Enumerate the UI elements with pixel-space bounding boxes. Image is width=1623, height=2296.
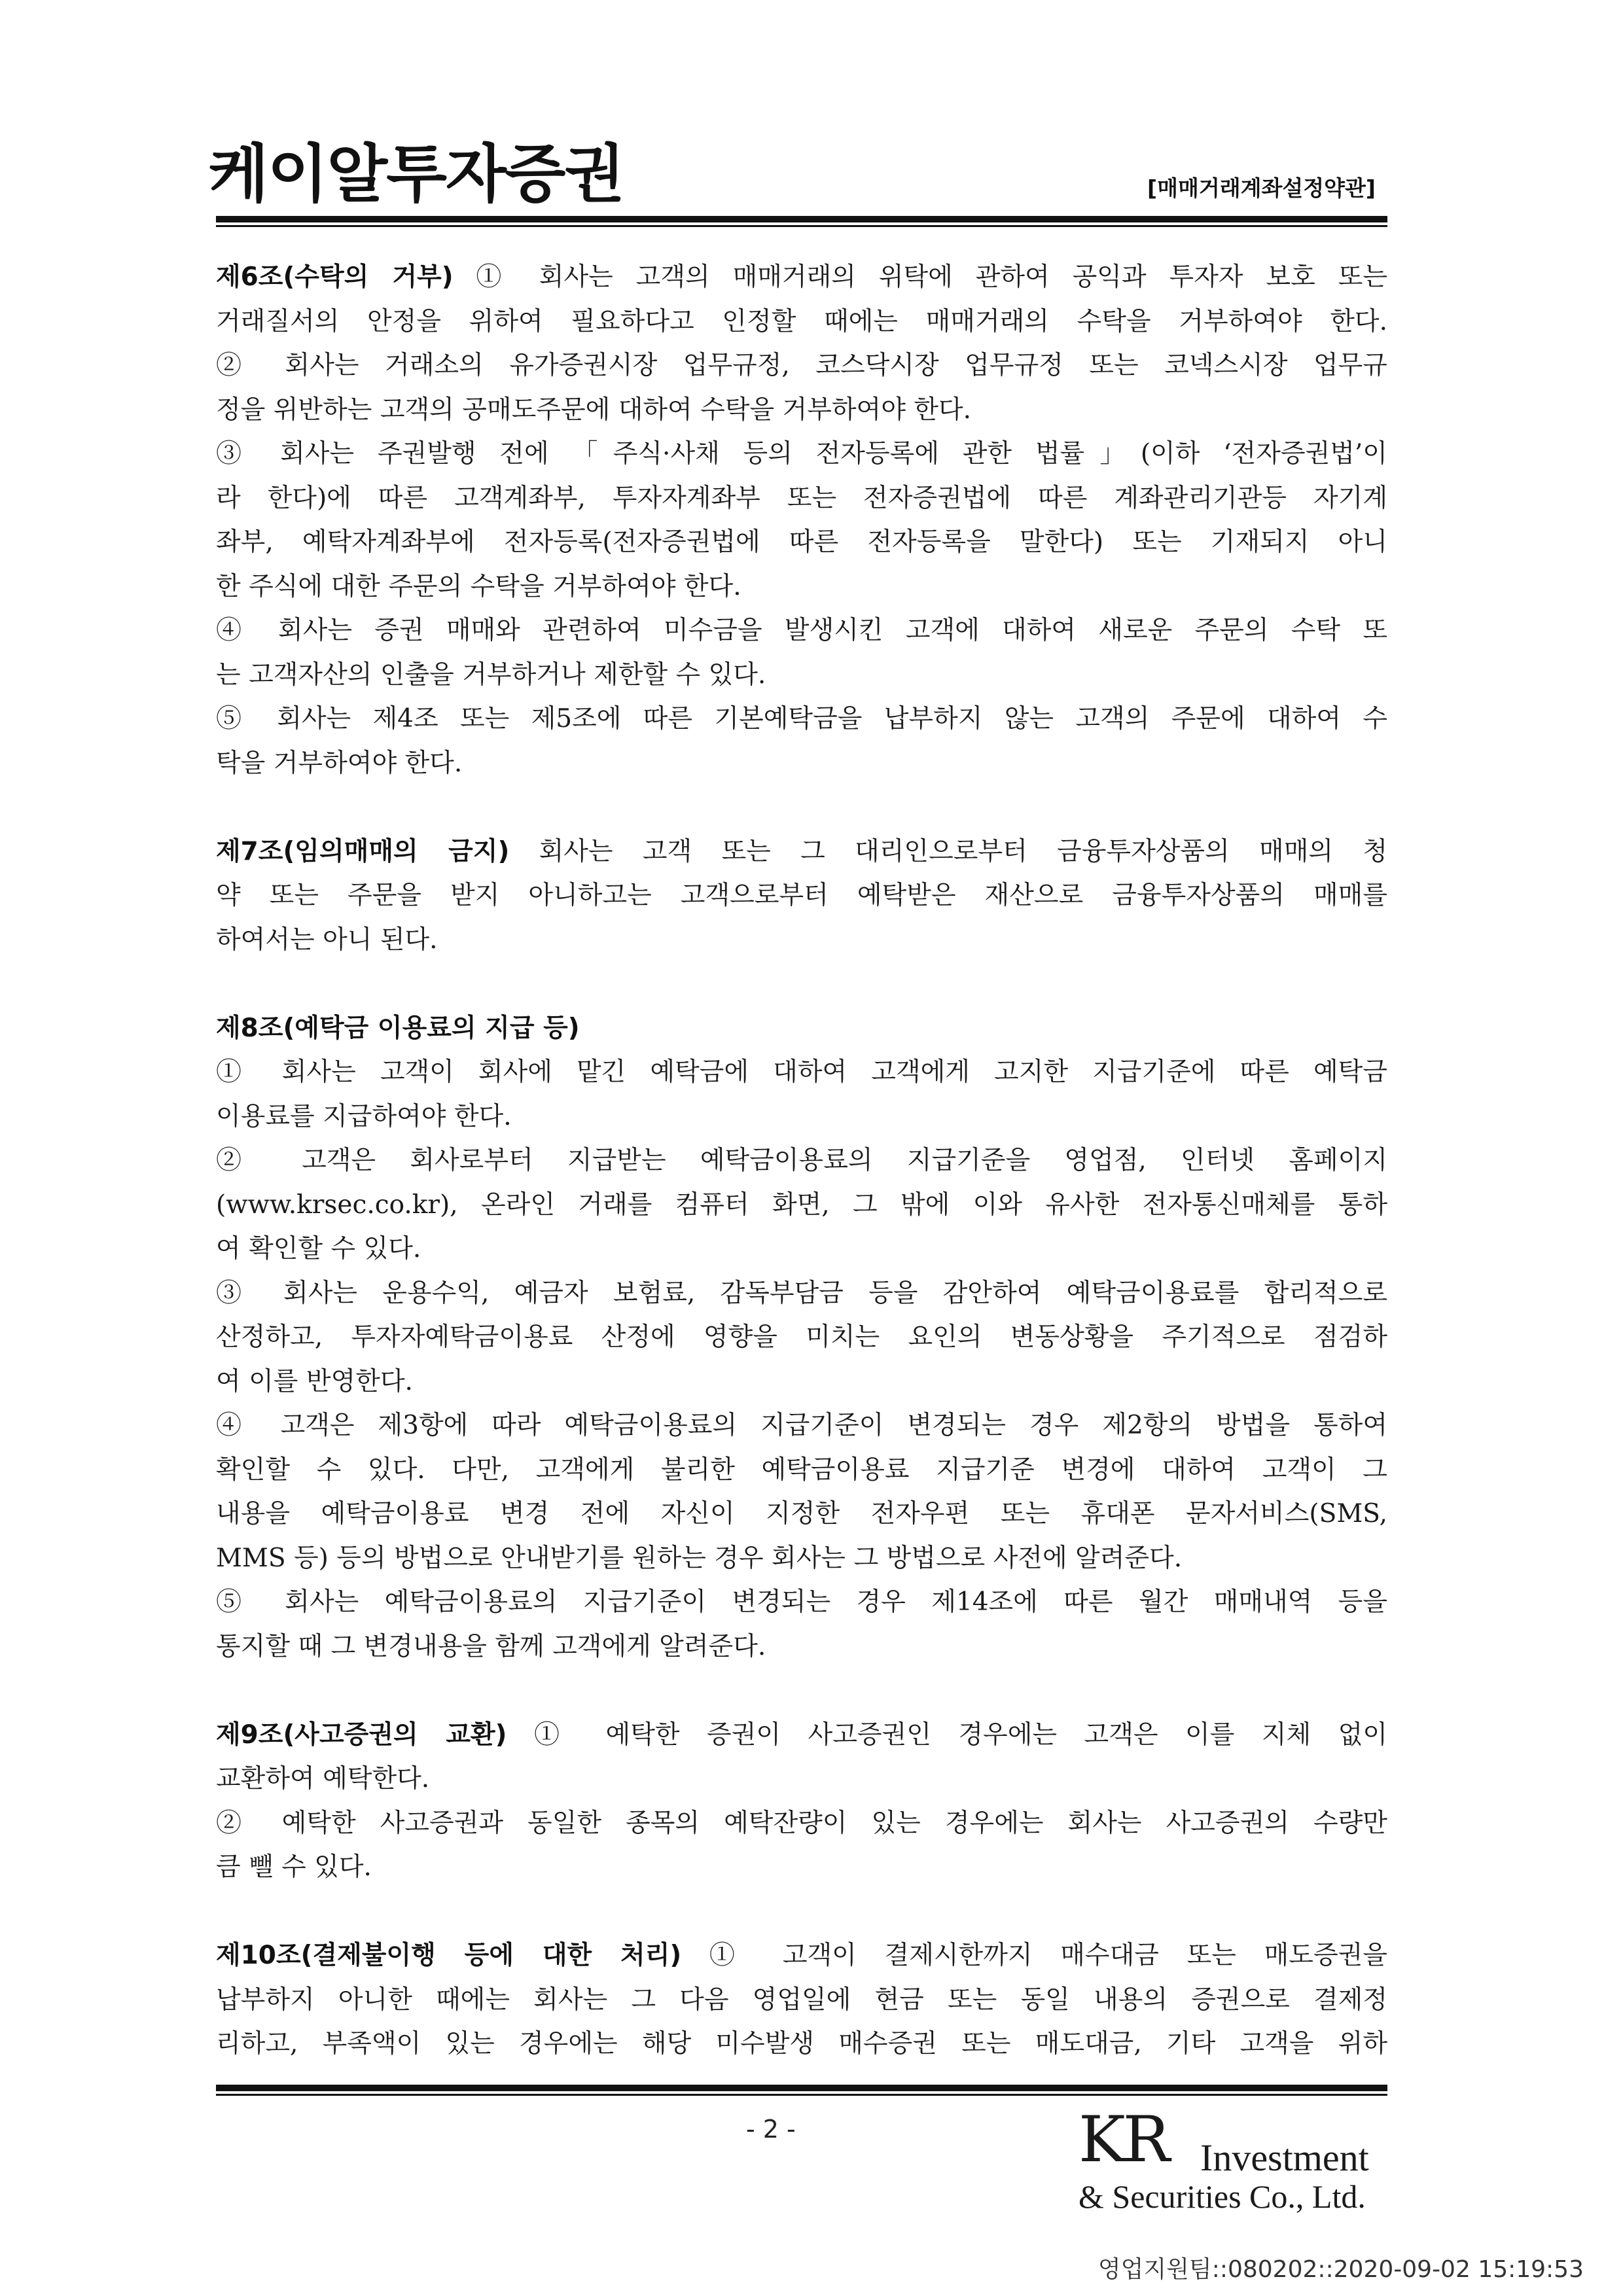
logo-securities: & Securities Co., Ltd. [1079, 2178, 1366, 2215]
document-title: [매매거래계좌설정약관] [1147, 175, 1376, 201]
text-line: 여 확인할 수 있다. [216, 1234, 421, 1263]
text-line: MMS 등) 등의 방법으로 안내받기를 원하는 경우 회사는 그 방법으로 사전에 알려준다. [216, 1543, 1183, 1573]
article-heading: 제10조(결제불이행 등에 대한 처리) [216, 1941, 682, 1970]
terms-body [216, 255, 1387, 2066]
paragraph-gap [216, 1669, 1387, 1713]
text-line: ① 회사는 고객이 회사에 맡긴 예탁금에 대하여 고객에게 고지한 지급기준에 따른 예탁금 [216, 1057, 1387, 1087]
text-line: 납부하지 아니한 때에는 회사는 그 다음 영업일에 현금 또는 동일 내용의 증권으로 결제정 [216, 1985, 1387, 2015]
text-line: 통지할 때 그 변경내용을 함께 고객에게 알려준다. [216, 1631, 766, 1661]
header-rule-thin [216, 225, 1387, 227]
article-heading: 제9조(사고증권의 교환) [216, 1720, 507, 1750]
article-heading: 제6조(수탁의 거부) [216, 262, 454, 292]
logo-kr-mark: KR [1079, 2103, 1168, 2176]
text-line: 하여서는 아니 된다. [216, 925, 438, 955]
text-line: 이용료를 지급하여야 한다. [216, 1101, 512, 1131]
text-line: ③ 회사는 주권발행 전에 「주식·사채 등의 전자등록에 관한 법률」(이하 ‘전자증권법’이 [216, 439, 1387, 468]
text-line: 내용을 예탁금이용료 변경 전에 자신이 지정한 전자우편 또는 휴대폰 문자서비스(SMS, [216, 1499, 1387, 1528]
text-line: ④ 고객은 제3항에 따라 예탁금이용료의 지급기준이 변경되는 경우 제2항의 방법을 통하여 [216, 1411, 1387, 1440]
text-line [216, 255, 1387, 300]
text-line: 큼 뺄 수 있다. [216, 1852, 372, 1882]
text-line: ④ 회사는 증권 매매와 관련하여 미수금을 발생시킨 고객에 대하여 새로운 주문의 수탁 또 [216, 616, 1387, 645]
text-run: ① 예탁한 증권이 사고증권인 경우에는 고객은 이를 지체 없이 [507, 1720, 1387, 1750]
text-run: ① 회사는 고객의 매매거래의 위탁에 관하여 공익과 투자자 보호 또는 [453, 262, 1387, 292]
logo-investment: Investment [1200, 2136, 1369, 2179]
text-line: 라 한다)에 따른 고객계좌부, 투자자계좌부 또는 전자증권법에 따른 계좌관리기관등 자기계 [216, 483, 1387, 513]
paragraph-gap [216, 1890, 1387, 1934]
text-line: ② 회사는 거래소의 유가증권시장 업무규정, 코스닥시장 업무규정 또는 코넥스시장 업무규 [216, 351, 1387, 380]
text-line: 탁을 거부하여야 한다. [216, 748, 463, 778]
text-line: 거래질서의 안정을 위하여 필요하다고 인정할 때에는 매매거래의 수탁을 거부하여야 한다. [216, 306, 1387, 336]
article-heading: 제7조(임의매매의 금지) [216, 836, 510, 866]
text-line: ② 예탁한 사고증권과 동일한 종목의 예탁잔량이 있는 경우에는 회사는 사고증권의 수량만 [216, 1808, 1387, 1838]
text-line: ⑤ 회사는 제4조 또는 제5조에 따른 기본예탁금을 납부하지 않는 고객의 주문에 대하여 수 [216, 704, 1387, 733]
header-rule [216, 216, 1387, 222]
print-stamp: 영업지원팀::080202::2020-09-02 15:19:53 [1097, 2256, 1584, 2283]
text-line: 정을 위반하는 고객의 공매도주문에 대하여 수탁을 거부하여야 한다. [216, 395, 972, 425]
text-line [216, 1713, 1387, 1757]
text-line: 산정하고, 투자자예탁금이용료 산정에 영향을 미치는 요인의 변동상황을 주기적으로 점검하 [216, 1322, 1387, 1352]
footer-rule [216, 2085, 1387, 2091]
paragraph-gap [216, 962, 1387, 1006]
footer-rule-thin [216, 2094, 1387, 2096]
text-line: 한 주식에 대한 주문의 수탁을 거부하여야 한다. [216, 571, 741, 601]
page-number: - 2 - [746, 2115, 796, 2144]
text-line [216, 830, 1387, 874]
text-line [216, 1006, 1387, 1051]
text-line: 약 또는 주문을 받지 아니하고는 고객으로부터 예탁받은 재산으로 금융투자상품의 매매를 [216, 881, 1387, 910]
text-line: 좌부, 예탁자계좌부에 전자등록(전자증권법에 따른 전자등록을 말한다) 또는 기재되지 아니 [216, 527, 1387, 557]
text-run: ① 고객이 결제시한까지 매수대금 또는 매도증권을 [681, 1941, 1387, 1970]
text-line: (www.krsec.co.kr), 온라인 거래를 컴퓨터 화면, 그 밖에 이와 유사한 전자통신매체를 통하 [216, 1190, 1387, 1220]
text-line: 여 이를 반영한다. [216, 1366, 413, 1396]
text-line: ② 고객은 회사로부터 지급받는 예탁금이용료의 지급기준을 영업점, 인터넷 홈페이지 [216, 1146, 1387, 1175]
paragraph-gap [216, 785, 1387, 830]
text-line: 리하고, 부족액이 있는 경우에는 해당 미수발생 매수증권 또는 매도대금, 기타 고객을 위하 [216, 2029, 1387, 2058]
text-line: 교환하여 예탁한다. [216, 1764, 430, 1793]
article-heading: 제8조(예탁금 이용료의 지급 등) [216, 1013, 580, 1043]
text-line: 확인할 수 있다. 다만, 고객에게 불리한 예탁금이용료 지급기준 변경에 대하여 고객이 그 [216, 1455, 1387, 1485]
text-line: ⑤ 회사는 예탁금이용료의 지급기준이 변경되는 경우 제14조에 따른 월간 매매내역 등을 [216, 1587, 1387, 1617]
text-run: 회사는 고객 또는 그 대리인으로부터 금융투자상품의 매매의 청 [509, 836, 1387, 866]
text-line: ③ 회사는 운용수익, 예금자 보험료, 감독부담금 등을 감안하여 예탁금이용료를 합리적으로 [216, 1278, 1387, 1308]
text-line [216, 1934, 1387, 1978]
text-line: 는 고객자산의 인출을 거부하거나 제한할 수 있다. [216, 660, 766, 690]
company-name: 케이알투자증권 [208, 137, 624, 211]
